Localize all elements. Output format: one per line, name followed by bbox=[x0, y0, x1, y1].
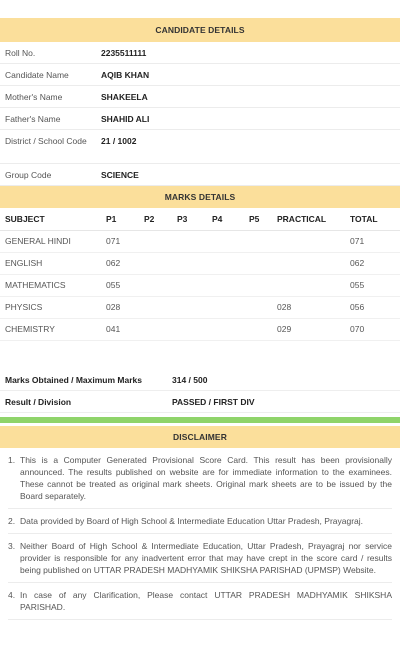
p5-cell bbox=[249, 296, 277, 318]
p3-cell bbox=[177, 230, 212, 252]
accent-divider bbox=[0, 417, 400, 423]
marks-obtained-row bbox=[0, 369, 400, 391]
item-number: 1. bbox=[8, 454, 16, 465]
marks-table bbox=[0, 208, 400, 341]
item-number: 3. bbox=[8, 540, 16, 551]
father-name-value: SHAHID ALI bbox=[101, 114, 150, 124]
p2-cell bbox=[144, 274, 177, 296]
p1-cell: 071 bbox=[106, 230, 144, 252]
group-code-value: SCIENCE bbox=[101, 170, 139, 180]
p5-cell bbox=[249, 318, 277, 340]
list-item bbox=[8, 534, 392, 583]
total-cell: 055 bbox=[350, 274, 400, 296]
subject-cell: ENGLISH bbox=[0, 252, 106, 274]
list-item bbox=[8, 509, 392, 534]
table-row bbox=[0, 274, 400, 296]
mother-name-label: Mother's Name bbox=[5, 92, 63, 102]
result-division-value: PASSED / FIRST DIV bbox=[172, 396, 255, 407]
mother-name-value: SHAKEELA bbox=[101, 92, 148, 102]
item-number: 2. bbox=[8, 515, 16, 526]
p4-cell bbox=[212, 252, 249, 274]
district-school-code-row bbox=[0, 130, 400, 164]
table-row bbox=[0, 252, 400, 274]
mother-name-row bbox=[0, 86, 400, 108]
col-subject: SUBJECT bbox=[0, 208, 106, 230]
p2-cell bbox=[144, 296, 177, 318]
father-name-label: Father's Name bbox=[5, 114, 61, 124]
candidate-name-value: AQIB KHAN bbox=[101, 70, 150, 80]
result-division-label: Result / Division bbox=[5, 396, 72, 407]
practical-cell bbox=[277, 274, 350, 296]
p3-cell bbox=[177, 296, 212, 318]
marks-obtained-value: 314 / 500 bbox=[172, 374, 208, 385]
p1-cell: 028 bbox=[106, 296, 144, 318]
p1-cell: 041 bbox=[106, 318, 144, 340]
group-code-row bbox=[0, 164, 400, 186]
p5-cell bbox=[249, 252, 277, 274]
group-code-label: Group Code bbox=[5, 170, 52, 180]
p1-cell: 055 bbox=[106, 274, 144, 296]
district-school-code-value: 21 / 1002 bbox=[101, 136, 137, 146]
total-cell: 056 bbox=[350, 296, 400, 318]
marks-header-row bbox=[0, 208, 400, 230]
p4-cell bbox=[212, 318, 249, 340]
district-school-code-label: District / School Code bbox=[5, 136, 87, 146]
col-p3: P3 bbox=[177, 208, 212, 230]
p1-cell: 062 bbox=[106, 252, 144, 274]
p2-cell bbox=[144, 230, 177, 252]
disclaimer-list bbox=[0, 448, 400, 620]
total-cell: 062 bbox=[350, 252, 400, 274]
p4-cell bbox=[212, 230, 249, 252]
practical-cell: 028 bbox=[277, 296, 350, 318]
total-cell: 070 bbox=[350, 318, 400, 340]
table-row bbox=[0, 296, 400, 318]
p2-cell bbox=[144, 252, 177, 274]
col-total: TOTAL bbox=[350, 208, 400, 230]
p5-cell bbox=[249, 230, 277, 252]
item-text: This is a Computer Generated Provisional Score Card. This result has been provisionally announced. The results published on website are for immediate information to the examinees. These cannot be treated as original mark sheets. Original mark sheets are to be issued by the Board separately. bbox=[20, 454, 392, 501]
subject-cell: PHYSICS bbox=[0, 296, 106, 318]
col-p5: P5 bbox=[249, 208, 277, 230]
marks-obtained-label: Marks Obtained / Maximum Marks bbox=[5, 374, 142, 385]
result-division-row bbox=[0, 391, 400, 413]
col-p1: P1 bbox=[106, 208, 144, 230]
col-p2: P2 bbox=[144, 208, 177, 230]
item-text: Neither Board of High School & Intermediate Education, Uttar Pradesh, Prayagraj nor service provider is responsible for any inadvertent error that may have crept in the score card / results being published on UTTAR PRADESH MADHYAMIK SHIKSHA PARISHAD (UPMSP) Website. bbox=[20, 540, 392, 575]
subject-cell: CHEMISTRY bbox=[0, 318, 106, 340]
p4-cell bbox=[212, 296, 249, 318]
p4-cell bbox=[212, 274, 249, 296]
candidate-name-row bbox=[0, 64, 400, 86]
candidate-name-label: Candidate Name bbox=[5, 70, 69, 80]
col-p4: P4 bbox=[212, 208, 249, 230]
disclaimer-header: DISCLAIMER bbox=[0, 426, 400, 448]
marks-details-header: MARKS DETAILS bbox=[0, 186, 400, 208]
result-summary bbox=[0, 369, 400, 413]
table-row bbox=[0, 318, 400, 340]
list-item bbox=[8, 583, 392, 620]
father-name-row bbox=[0, 108, 400, 130]
total-cell: 071 bbox=[350, 230, 400, 252]
practical-cell: 029 bbox=[277, 318, 350, 340]
p2-cell bbox=[144, 318, 177, 340]
item-text: In case of any Clarification, Please contact UTTAR PRADESH MADHYAMIK SHIKSHA PARISHAD. bbox=[20, 589, 392, 612]
practical-cell bbox=[277, 230, 350, 252]
item-number: 4. bbox=[8, 589, 16, 600]
col-practical: PRACTICAL bbox=[277, 208, 350, 230]
p3-cell bbox=[177, 252, 212, 274]
list-item bbox=[8, 448, 392, 509]
candidate-details-header: CANDIDATE DETAILS bbox=[0, 18, 400, 42]
table-row bbox=[0, 230, 400, 252]
practical-cell bbox=[277, 252, 350, 274]
subject-cell: GENERAL HINDI bbox=[0, 230, 106, 252]
roll-no-row bbox=[0, 42, 400, 64]
p5-cell bbox=[249, 274, 277, 296]
candidate-details bbox=[0, 42, 400, 186]
roll-no-value: 2235511111 bbox=[101, 48, 147, 58]
p3-cell bbox=[177, 318, 212, 340]
subject-cell: MATHEMATICS bbox=[0, 274, 106, 296]
p3-cell bbox=[177, 274, 212, 296]
roll-no-label: Roll No. bbox=[5, 48, 36, 58]
item-text: Data provided by Board of High School & Intermediate Education Uttar Pradesh, Prayagraj. bbox=[20, 515, 364, 526]
